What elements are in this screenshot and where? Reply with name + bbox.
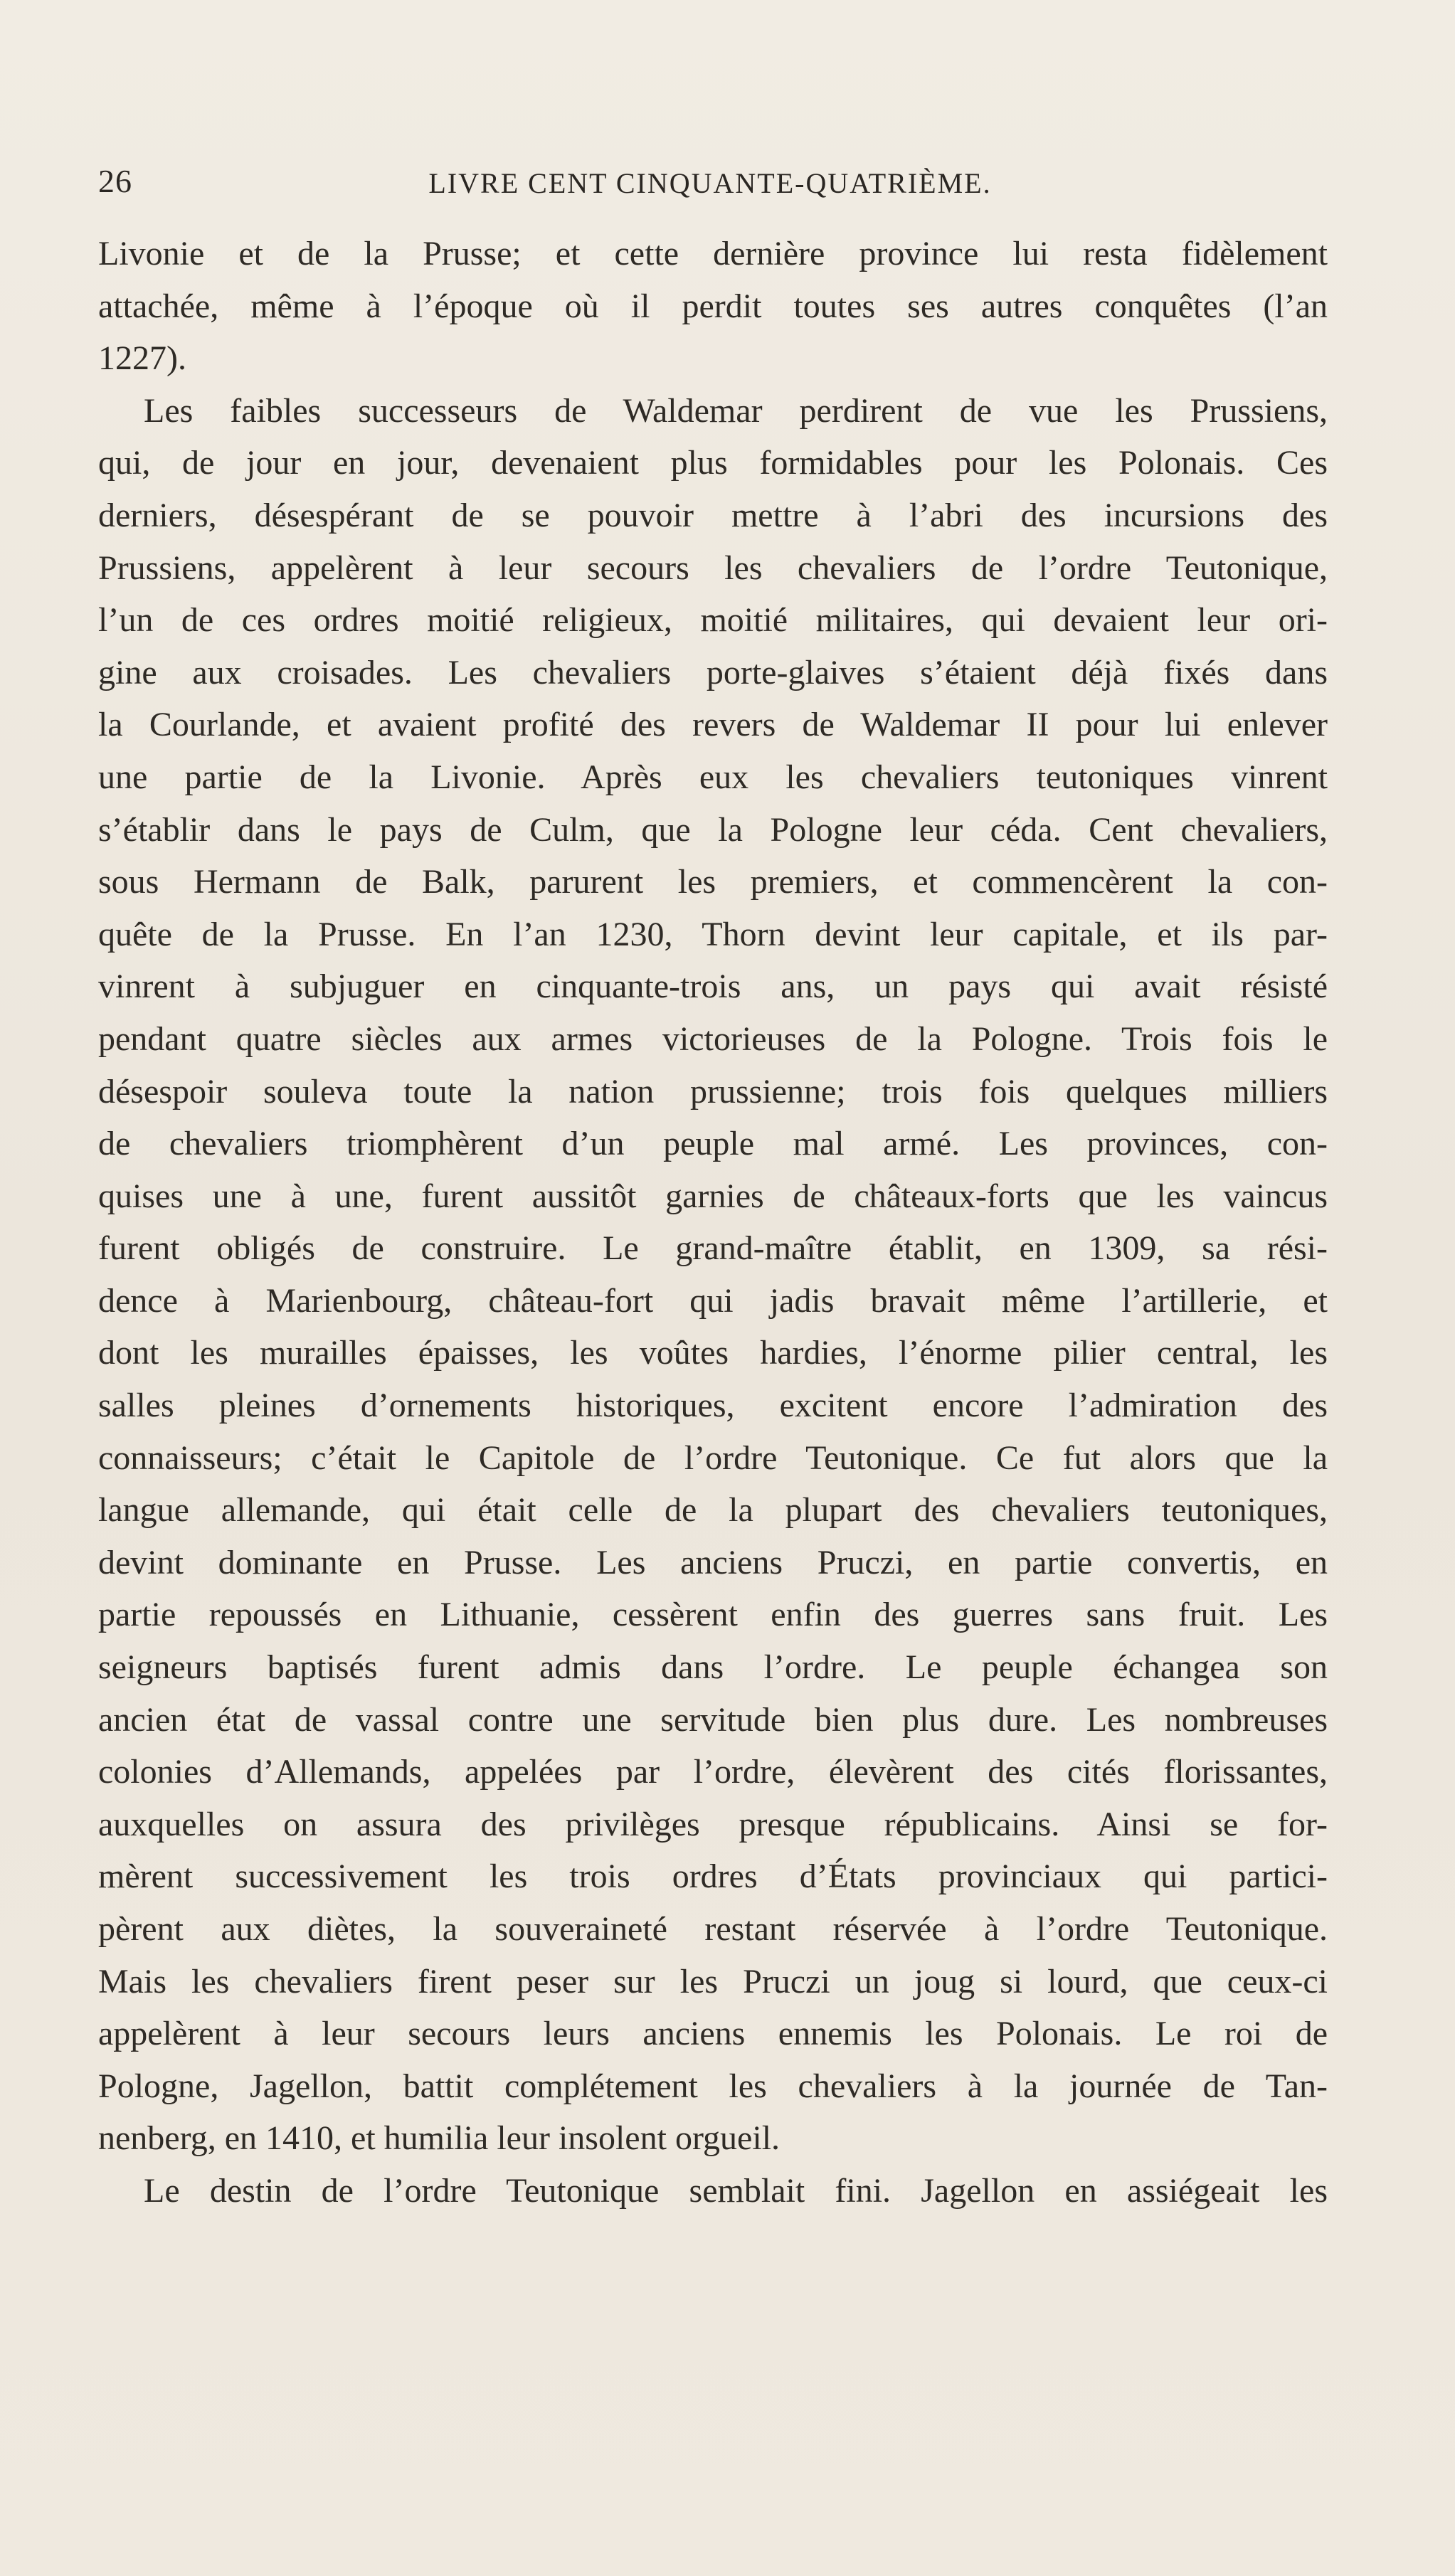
text-line: mèrent successivement les trois ordres d’États provinciaux qui partici- xyxy=(98,1857,1328,1896)
text-line: s’établir dans le pays de Culm, que la Pologne leur céda. Cent chevaliers, xyxy=(98,810,1328,849)
text-line: dont les murailles épaisses, les voûtes hardies, l’énorme pilier central, les xyxy=(98,1334,1328,1372)
text-line: seigneurs baptisés furent admis dans l’ordre. Le peuple échangea son xyxy=(98,1648,1328,1687)
body-text xyxy=(98,228,1328,2217)
text-line: derniers, désespérant de se pouvoir mettre à l’abri des incursions des xyxy=(98,496,1328,534)
text-line: connaisseurs; c’était le Capitole de l’ordre Teutonique. Ce fut alors que la xyxy=(98,1438,1328,1477)
text-line: Le destin de l’ordre Teutonique semblait fini. Jagellon en assiégeait les xyxy=(144,2171,1328,2210)
text-line: ancien état de vassal contre une servitude bien plus dure. Les nombreuses xyxy=(98,1700,1328,1739)
text-line: dence à Marienbourg, château-fort qui jadis bravait même l’artillerie, et xyxy=(98,1281,1328,1320)
text-line: vinrent à subjuguer en cinquante-trois ans, un pays qui avait résisté xyxy=(98,968,1328,1006)
text-line: Livonie et de la Prusse; et cette dernière province lui resta fidèlement xyxy=(98,235,1328,272)
page-header xyxy=(98,162,1322,212)
text-line: qui, de jour en jour, devenaient plus formidables pour les Polonais. Ces xyxy=(98,444,1328,482)
text-line: une partie de la Livonie. Après eux les chevaliers teutoniques vinrent xyxy=(98,758,1328,796)
text-line: auxquelles on assura des privilèges presque républicains. Ainsi se for- xyxy=(98,1805,1328,1843)
text-line: gine aux croisades. Les chevaliers porte-glaives s’étaient déjà fixés dans xyxy=(98,653,1328,691)
text-line: l’un de ces ordres moitié religieux, moitié militaires, qui devaient leur ori- xyxy=(98,601,1328,640)
text-line: furent obligés de construire. Le grand-maître établit, en 1309, sa rési- xyxy=(98,1229,1328,1268)
text-line: pèrent aux diètes, la souveraineté restant réservée à l’ordre Teutonique. xyxy=(98,1910,1328,1948)
running-title: LIVRE CENT CINQUANTE-QUATRIÈME. xyxy=(428,167,992,199)
text-line: colonies d’Allemands, appelées par l’ordre, élevèrent des cités florissantes, xyxy=(98,1753,1328,1791)
text-line: 1227). xyxy=(98,339,186,378)
page-number: 26 xyxy=(98,163,132,199)
text-line: appelèrent à leur secours leurs anciens ennemis les Polonais. Le roi de xyxy=(98,2015,1328,2053)
text-line: désespoir souleva toute la nation prussienne; trois fois quelques milliers xyxy=(98,1072,1328,1111)
text-line: devint dominante en Prusse. Les anciens Pruczi, en partie convertis, en xyxy=(98,1543,1328,1581)
text-line: Prussiens, appelèrent à leur secours les chevaliers de l’ordre Teutonique, xyxy=(98,548,1328,587)
text-line: quête de la Prusse. En l’an 1230, Thorn devint leur capitale, et ils par- xyxy=(98,915,1328,953)
text-line: sous Hermann de Balk, parurent les premiers, et commencèrent la con- xyxy=(98,863,1328,901)
text-line: pendant quatre siècles aux armes victorieuses de la Pologne. Trois fois le xyxy=(98,1019,1328,1058)
text-line: Les faibles successeurs de Waldemar perdirent de vue les Prussiens, xyxy=(144,391,1328,430)
text-line: partie repoussés en Lithuanie, cessèrent enfin des guerres sans fruit. Les xyxy=(98,1596,1328,1634)
text-line: Pologne, Jagellon, battit complétement les chevaliers à la journée de Tan- xyxy=(98,2067,1328,2105)
text-line: quises une à une, furent aussitôt garnies de châteaux-forts que les vaincus xyxy=(98,1177,1328,1215)
text-line: langue allemande, qui était celle de la plupart des chevaliers teutoniques, xyxy=(98,1491,1328,1530)
text-line: attachée, même à l’époque où il perdit toutes ses autres conquêtes (l’an xyxy=(98,287,1328,325)
text-line: nenberg, en 1410, et humilia leur insolent orgueil. xyxy=(98,2119,781,2158)
text-line: salles pleines d’ornements historiques, excitent encore l’admiration des xyxy=(98,1387,1328,1425)
text-line: Mais les chevaliers firent peser sur les Pruczi un joug si lourd, que ceux-ci xyxy=(98,1962,1328,2000)
text-line: la Courlande, et avaient profité des revers de Waldemar II pour lui enlever xyxy=(98,706,1328,744)
text-line: de chevaliers triomphèrent d’un peuple mal armé. Les provinces, con- xyxy=(98,1125,1328,1163)
